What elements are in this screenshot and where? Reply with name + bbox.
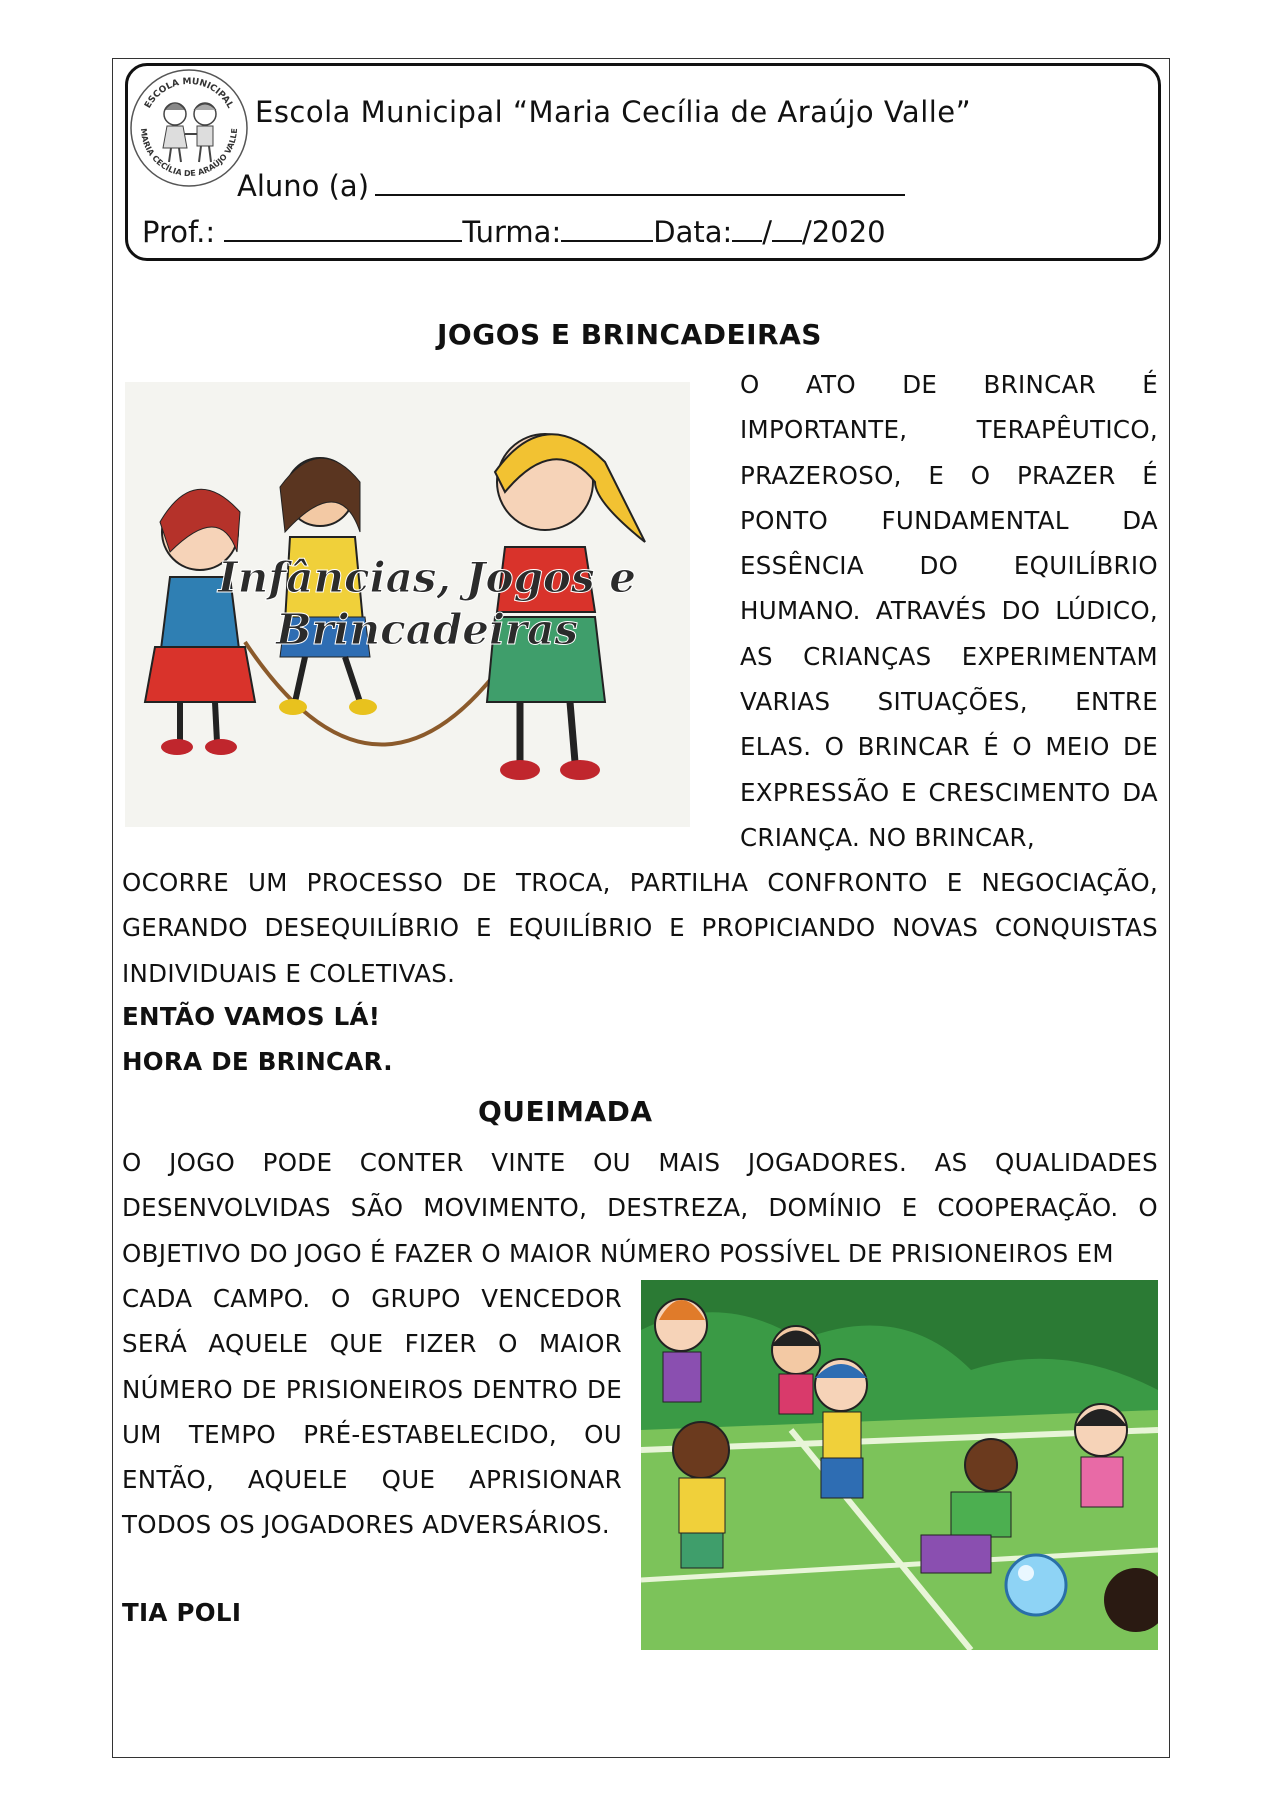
- queimada-paragraph: O JOGO PODE CONTER VINTE OU MAIS JOGADORES. AS QUALIDADES DESENVOLVIDAS SÃO MOVIMENTO, DESTREZA, DOMÍNIO E COOPERAÇÃO. O OBJETIVO DO JOGO É FAZER O MAIOR NÚMERO POSSÍVEL DE PRISIONEIROS EM: [122, 1148, 1158, 1268]
- queimada-paragraph-left: CADA CAMPO. O GRUPO VENCEDOR SERÁ AQUELE QUE FIZER O MAIOR NÚMERO DE PRISIONEIROS DENTRO DE UM TEMPO PRÉ-ESTABELECIDO, OU ENTÃO, AQUELE QUE APRISIONAR TODOS OS JOGADORES ADVERSÁRIOS.: [122, 1284, 622, 1540]
- teacher-label: Prof.:: [142, 215, 216, 249]
- intro-paragraph-right: O ATO DE BRINCAR É IMPORTANTE, TERAPÊUTICO, PRAZEROSO, E O PRAZER É PONTO FUNDAMENTAL DA ESSÊNCIA DO EQUILÍBRIO HUMANO. ATRAVÉS DO LÚDICO, AS CRIANÇAS EXPERIMENTAM VARIAS SITUAÇÕES, ENTRE ELAS. O BRINCAR É O MEIO DE EXPRESSÃO E CRESCIMENTO DA CRIANÇA. NO BRINCAR,: [740, 370, 1158, 852]
- student-name-row: [237, 166, 905, 203]
- class-label: Turma:: [462, 215, 562, 249]
- logo-ring-bottom: MARIA CECÍLIA DE ARAÚJO VALLE: [138, 127, 240, 179]
- date-month-blank: [772, 214, 802, 242]
- date-label: Data:: [653, 215, 733, 249]
- teacher-class-date-row: [142, 214, 886, 249]
- image-caption-line2: Brincadeiras: [276, 605, 578, 654]
- date-year: /2020: [802, 215, 886, 249]
- dodgeball-children-illustration: [641, 1280, 1158, 1650]
- logo-ring-top: ESCOLA MUNICIPAL: [143, 76, 235, 111]
- class-blank: [561, 214, 653, 242]
- call-to-action-2: HORA DE BRINCAR.: [122, 1047, 393, 1076]
- intro-paragraph-continued: OCORRE UM PROCESSO DE TROCA, PARTILHA CONFRONTO E NEGOCIAÇÃO, GERANDO DESEQUILÍBRIO E EQUILÍBRIO E PROPICIANDO NOVAS CONQUISTAS INDIVIDUAIS E COLETIVAS.: [122, 868, 1158, 988]
- section-title-jogos: JOGOS E BRINCADEIRAS: [437, 318, 822, 351]
- date-separator: /: [762, 215, 773, 249]
- section-title-queimada: QUEIMADA: [478, 1095, 653, 1128]
- children-jump-rope-illustration: [125, 382, 690, 827]
- student-name-blank: [375, 166, 905, 196]
- school-logo: [127, 66, 251, 190]
- image-caption-line1: Infâncias, Jogos e: [218, 553, 636, 602]
- date-day-blank: [732, 214, 762, 242]
- school-name: Escola Municipal “Maria Cecília de Araújo Valle”: [255, 95, 972, 129]
- author-signature: TIA POLI: [122, 1598, 242, 1627]
- call-to-action-1: ENTÃO VAMOS LÁ!: [122, 1002, 381, 1031]
- student-label: Aluno (a): [237, 169, 370, 203]
- teacher-blank: [224, 214, 462, 242]
